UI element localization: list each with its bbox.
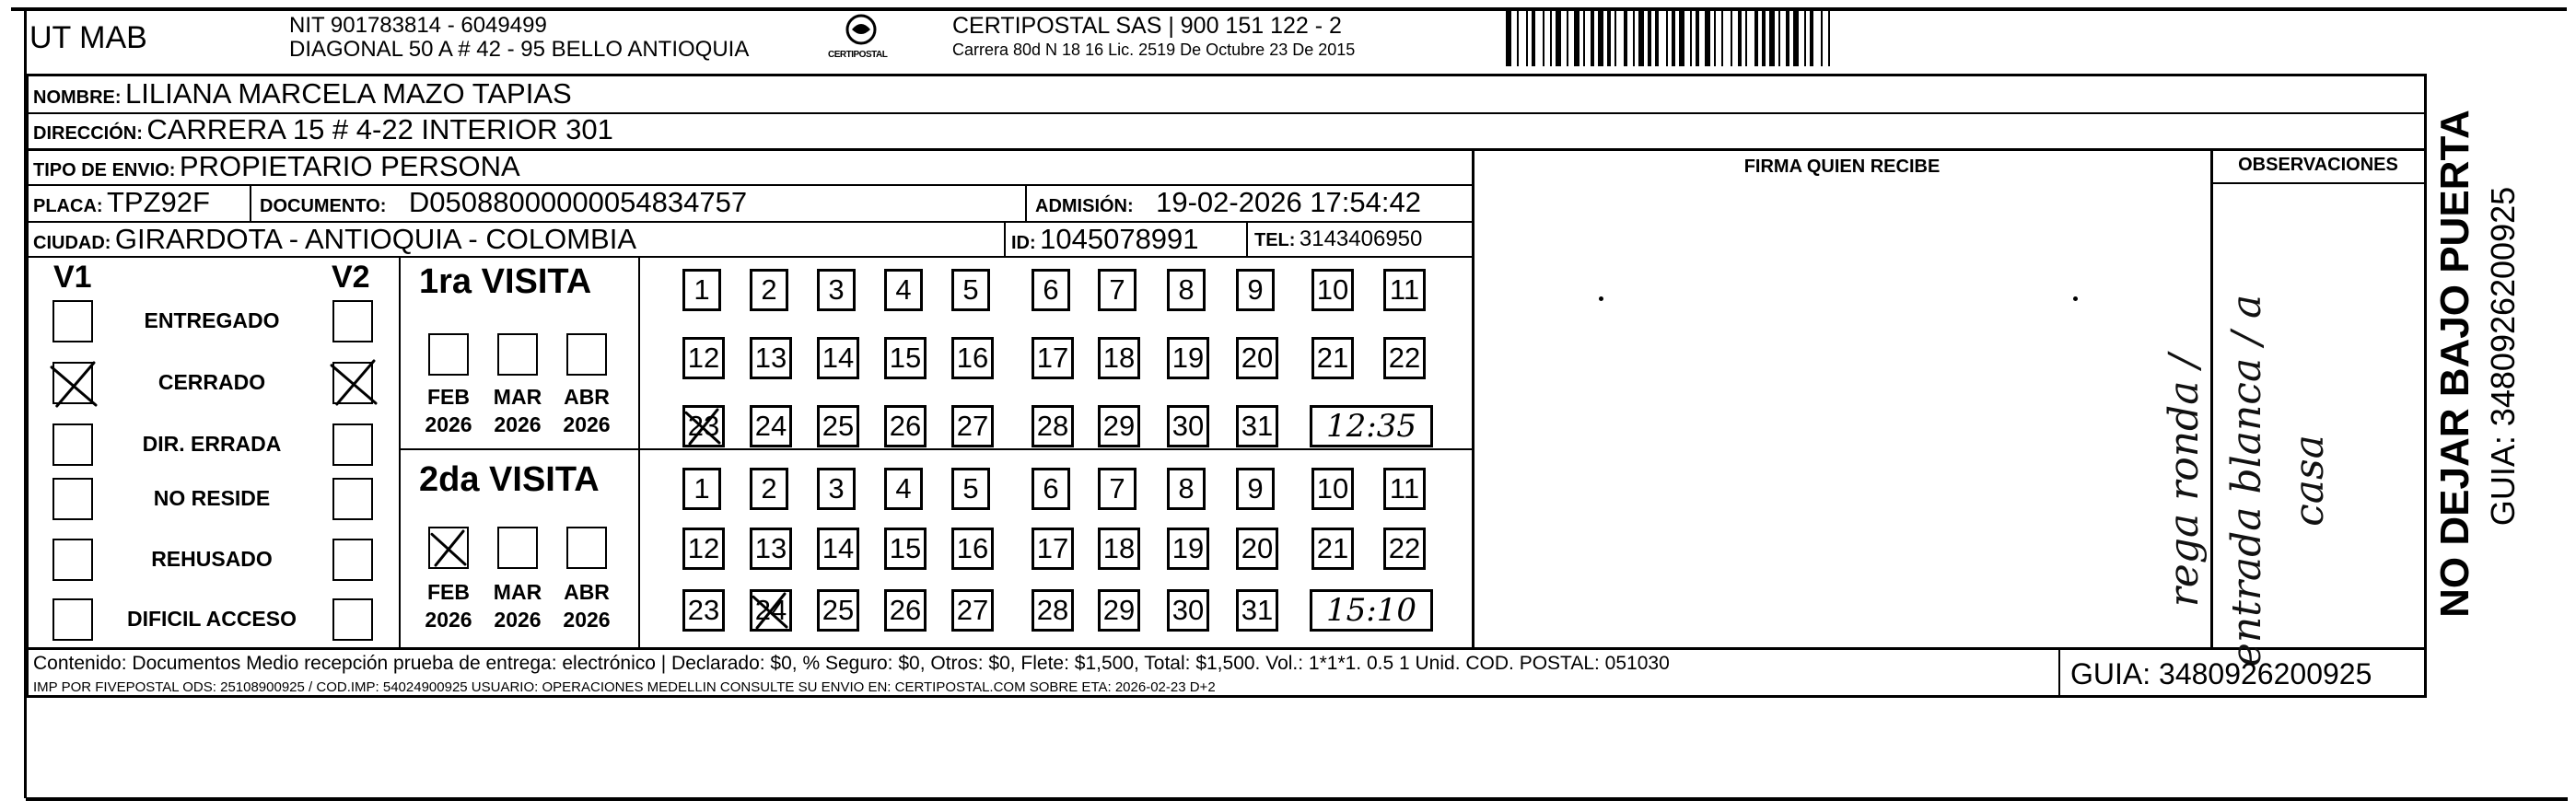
barcode-bar [1550, 11, 1552, 66]
second-visit-day-mark [752, 591, 788, 630]
barcode-bar [1556, 11, 1561, 66]
first-visit-day-8[interactable]: 8 [1167, 269, 1206, 311]
barcode-bar [1532, 11, 1535, 66]
barcode-bar [1714, 11, 1716, 66]
first-visit-day-19[interactable]: 19 [1167, 337, 1209, 379]
second-visit-day-7[interactable]: 7 [1098, 468, 1136, 510]
barcode-bar [1696, 11, 1699, 66]
footer-contenido: Contenido: Documentos Medio recepción prueba de entrega: electrónico | Declarado: $0, % Seguro: $0, Otros: $0, Flete: $1,500, Total: $1,500. Vol.: 1*1*1. 0.5 1 Unid. COD. POSTAL: 051030 [33, 653, 1670, 674]
barcode-bar [1543, 11, 1544, 66]
second-visit-day-10[interactable]: 10 [1311, 468, 1354, 510]
footer-guia: GUIA: 3480926200925 [2070, 657, 2372, 690]
frame-right [2424, 74, 2427, 698]
visits-mid-line [399, 448, 1474, 450]
company-name: UT MAB [29, 20, 147, 55]
v2-mark-cerrado [330, 358, 378, 406]
first-visit-day-10[interactable]: 10 [1311, 269, 1354, 311]
second-visit-day-26[interactable]: 26 [884, 589, 927, 632]
first-visit-day-25[interactable]: 25 [817, 405, 859, 447]
documento-label: DOCUMENTO: [260, 196, 387, 216]
barcode-bar [1633, 11, 1635, 66]
first-visit-day-31[interactable]: 31 [1236, 405, 1278, 447]
second-visit-day-12[interactable]: 12 [682, 528, 725, 570]
second-visit-day-18[interactable]: 18 [1098, 528, 1140, 570]
bottom-border [26, 797, 2568, 801]
footer-top-line [26, 647, 2427, 650]
status-label-cerrado: CERRADO [157, 370, 266, 394]
v2-checkbox-entregado[interactable] [332, 300, 373, 342]
signature-dot [2073, 296, 2078, 301]
barcode-bar [1745, 11, 1747, 66]
admision-row [1035, 186, 1421, 219]
second-visit-month-mark [430, 528, 467, 567]
ciudad-id-sep [1004, 222, 1006, 257]
documento-row [260, 186, 747, 219]
v2-checkbox-dificil-acceso[interactable] [332, 598, 373, 641]
ciudad-value: GIRARDOTA - ANTIOQUIA - COLOMBIA [114, 223, 637, 255]
placa-value: TPZ92F [107, 186, 210, 218]
barcode-bar [1638, 11, 1644, 66]
nombre-value: LILIANA MARCELA MAZO TAPIAS [125, 77, 572, 110]
barcode-bar [1705, 11, 1710, 66]
barcode-bar [1821, 11, 1823, 66]
second-visit-day-6[interactable]: 6 [1032, 468, 1070, 510]
id-row [1011, 223, 1199, 256]
obs-header-line [2210, 182, 2424, 184]
second-visit-day-3[interactable]: 3 [817, 468, 856, 510]
first-visit-day-23[interactable]: 23 [682, 405, 725, 447]
nombre-row [33, 77, 572, 110]
firma-left-line [1472, 149, 1474, 649]
admision-value: 19-02-2026 17:54:42 [1156, 186, 1421, 218]
barcode [1506, 0, 2238, 74]
first-visit-day-15[interactable]: 15 [884, 337, 927, 379]
second-visit-day-30[interactable]: 30 [1167, 589, 1209, 632]
first-visit-month-mar-checkbox[interactable] [497, 333, 538, 376]
second-visit-day-1[interactable]: 1 [682, 468, 721, 510]
frame-bottom [26, 695, 2427, 698]
first-visit-day-27[interactable]: 27 [951, 405, 994, 447]
barcode-bar [1574, 11, 1579, 66]
first-visit-month-feb-checkbox[interactable] [428, 333, 469, 376]
v2-checkbox-no-reside[interactable] [332, 478, 373, 520]
first-visit-day-2[interactable]: 2 [750, 269, 788, 311]
second-visit-day-24[interactable]: 24 [750, 589, 792, 632]
barcode-bar [1517, 11, 1519, 66]
second-visit-month-mar-checkbox[interactable] [497, 527, 538, 569]
v2-checkbox-dir-errada[interactable] [332, 423, 373, 466]
first-visit-day-22[interactable]: 22 [1383, 337, 1426, 379]
barcode-bar [1754, 11, 1758, 66]
months-days-sep [638, 257, 640, 648]
second-visit-day-2[interactable]: 2 [750, 468, 788, 510]
first-visit-day-5[interactable]: 5 [951, 269, 990, 311]
barcode-bar [1679, 11, 1684, 66]
barcode-bar [1804, 11, 1806, 66]
v1-label: V1 [53, 260, 92, 295]
second-visit-month-feb-label: FEB 2026 [425, 580, 472, 632]
placa-label: PLACA: [33, 196, 103, 216]
logo-caption: CERTIPOSTAL [828, 50, 888, 60]
first-visit-month-abr-checkbox[interactable] [566, 333, 607, 376]
frame-left [26, 74, 29, 698]
second-visit-day-11[interactable]: 11 [1383, 468, 1426, 510]
barcode-bar [1828, 11, 1830, 66]
first-visit-day-mark [684, 407, 721, 446]
first-visit-month-mar-label: MAR 2026 [493, 385, 542, 436]
first-visit-time: 12:35 [1310, 405, 1433, 447]
tipo-row [33, 150, 520, 183]
first-visit-day-24[interactable]: 24 [750, 405, 792, 447]
guia-box-sep [2058, 648, 2060, 696]
first-visit-day-16[interactable]: 16 [951, 337, 994, 379]
carrier-name: CERTIPOSTAL SAS | 900 151 122 - 2 [952, 13, 1342, 39]
first-visit-day-12[interactable]: 12 [682, 337, 725, 379]
ciudad-row [33, 223, 636, 256]
barcode-bar [1769, 11, 1775, 66]
status-label-dir-errada: DIR. ERRADA [142, 432, 282, 456]
footer-imp: IMP POR FIVEPOSTAL ODS: 25108900925 / COD.IMP: 54024900925 USUARIO: OPERACIONES MEDELLIN CONSULTE SU ENVIO EN: CERTIPOSTAL.COM SOBRE ETA: 2026-02-23 D+2 [33, 679, 1216, 695]
second-visit-day-14[interactable]: 14 [817, 528, 859, 570]
second-visit-month-abr-label: ABR 2026 [563, 580, 611, 632]
second-visit-title: 2da VISITA [419, 460, 600, 499]
side-no-dejar: NO DEJAR BAJO PUERTA [2432, 110, 2477, 618]
second-visit-day-8[interactable]: 8 [1167, 468, 1206, 510]
second-visit-month-abr-checkbox[interactable] [566, 527, 607, 569]
signature-dot [1599, 296, 1603, 301]
first-visit-day-3[interactable]: 3 [817, 269, 856, 311]
barcode-bar [1731, 11, 1732, 66]
second-visit-day-17[interactable]: 17 [1032, 528, 1074, 570]
second-visit-time: 15:10 [1310, 589, 1433, 632]
first-visit-month-abr-label: ABR 2026 [563, 385, 611, 436]
observaciones-label: OBSERVACIONES [2238, 155, 2398, 175]
first-visit-day-4[interactable]: 4 [884, 269, 923, 311]
second-visit-day-20[interactable]: 20 [1236, 528, 1278, 570]
barcode-bar [1666, 11, 1668, 66]
direccion-value: CARRERA 15 # 4-22 INTERIOR 301 [146, 113, 613, 145]
second-visit-day-27[interactable]: 27 [951, 589, 994, 632]
second-visit-day-4[interactable]: 4 [884, 468, 923, 510]
barcode-bar [1672, 11, 1675, 66]
barcode-bar [1624, 11, 1627, 66]
first-visit-day-20[interactable]: 20 [1236, 337, 1278, 379]
first-visit-day-14[interactable]: 14 [817, 337, 859, 379]
logo-icon [833, 13, 889, 50]
barcode-bar [1655, 11, 1659, 66]
first-visit-day-1[interactable]: 1 [682, 269, 721, 311]
placa-row [33, 186, 210, 219]
second-visit-day-16[interactable]: 16 [951, 528, 994, 570]
carrier-license: Carrera 80d N 18 16 Lic. 2519 De Octubre 23 De 2015 [952, 41, 1356, 59]
id-tel-sep [1246, 222, 1248, 257]
v1-mark-cerrado [50, 360, 98, 408]
direccion-label: DIRECCIÓN: [33, 123, 143, 144]
first-visit-day-11[interactable]: 11 [1383, 269, 1426, 311]
nombre-label: NOMBRE: [33, 87, 122, 108]
admision-label: ADMISIÓN: [1035, 196, 1134, 216]
tel-row [1254, 226, 1422, 252]
first-visit-title: 1ra VISITA [419, 262, 592, 301]
doc-admision-sep [1025, 185, 1027, 222]
second-visit-day-19[interactable]: 19 [1167, 528, 1209, 570]
first-visit-day-28[interactable]: 28 [1032, 405, 1074, 447]
barcode-bar [1567, 11, 1568, 66]
barcode-bar [1690, 11, 1692, 66]
barcode-bar [1721, 11, 1723, 66]
frame-top [26, 74, 2427, 76]
barcode-bar [1526, 11, 1528, 66]
barcode-bar [1583, 11, 1585, 66]
v1-v2-sep [399, 257, 401, 648]
status-label-no-reside: NO RESIDE [153, 486, 271, 510]
first-visit-day-30[interactable]: 30 [1167, 405, 1209, 447]
first-visit-day-29[interactable]: 29 [1098, 405, 1140, 447]
barcode-bar [1598, 11, 1603, 66]
barcode-bar [1778, 11, 1780, 66]
status-label-dificil-acceso: DIFICIL ACCESO [126, 607, 297, 631]
first-visit-day-9[interactable]: 9 [1236, 269, 1275, 311]
first-visit-day-21[interactable]: 21 [1311, 337, 1354, 379]
first-visit-day-7[interactable]: 7 [1098, 269, 1136, 311]
barcode-bar [1786, 11, 1789, 66]
firma-label: FIRMA QUIEN RECIBE [1743, 157, 1941, 177]
second-visit-day-31[interactable]: 31 [1236, 589, 1278, 632]
second-visit-day-21[interactable]: 21 [1311, 528, 1354, 570]
direccion-row [33, 113, 613, 146]
second-visit-day-15[interactable]: 15 [884, 528, 927, 570]
barcode-bar [1648, 11, 1651, 66]
barcode-bar [1591, 11, 1594, 66]
ciudad-label: CIUDAD: [33, 233, 111, 253]
barcode-bar [1762, 11, 1766, 66]
barcode-bar [1607, 11, 1611, 66]
side-guia: GUIA: 3480926200925 [2484, 186, 2522, 527]
first-visit-day-17[interactable]: 17 [1032, 337, 1074, 379]
certipostal-logo [828, 13, 889, 66]
first-visit-month-feb-label: FEB 2026 [425, 385, 472, 436]
tel-value: 3143406950 [1299, 226, 1423, 251]
second-visit-day-9[interactable]: 9 [1236, 468, 1275, 510]
company-address: DIAGONAL 50 A # 42 - 95 BELLO ANTIOQUIA [289, 37, 750, 62]
id-value: 1045078991 [1040, 223, 1199, 255]
second-visit-day-13[interactable]: 13 [750, 528, 792, 570]
first-visit-day-13[interactable]: 13 [750, 337, 792, 379]
barcode-bar [1506, 11, 1511, 66]
barcode-bar [1793, 11, 1799, 66]
row-line-5 [26, 256, 1474, 258]
first-visit-day-18[interactable]: 18 [1098, 337, 1140, 379]
v2-checkbox-rehusado[interactable] [332, 539, 373, 581]
tipo-label: TIPO DE ENVIO: [33, 160, 176, 180]
first-visit-day-6[interactable]: 6 [1032, 269, 1070, 311]
placa-doc-sep [250, 185, 251, 222]
second-visit-day-23[interactable]: 23 [682, 589, 725, 632]
documento-value: D05088000000054834757 [408, 186, 748, 218]
second-visit-day-28[interactable]: 28 [1032, 589, 1074, 632]
second-visit-day-25[interactable]: 25 [817, 589, 859, 632]
second-visit-day-5[interactable]: 5 [951, 468, 990, 510]
barcode-bar [1810, 11, 1813, 66]
barcode-bar [1738, 11, 1742, 66]
observaciones-handwritten: rega ronda / entrada blanca / a casa [2161, 294, 2333, 667]
tipo-value: PROPIETARIO PERSONA [179, 150, 520, 182]
barcode-bar [1614, 11, 1616, 66]
second-visit-month-mar-label: MAR 2026 [493, 580, 542, 632]
id-label: ID: [1011, 233, 1036, 253]
tel-label: TEL: [1254, 230, 1296, 250]
second-visit-day-22[interactable]: 22 [1383, 528, 1426, 570]
status-label-entregado: ENTREGADO [144, 308, 280, 332]
second-visit-day-29[interactable]: 29 [1098, 589, 1140, 632]
status-label-rehusado: REHUSADO [151, 547, 273, 571]
first-visit-day-26[interactable]: 26 [884, 405, 927, 447]
company-nit: NIT 901783814 - 6049499 [289, 13, 547, 38]
v2-label: V2 [332, 260, 370, 295]
